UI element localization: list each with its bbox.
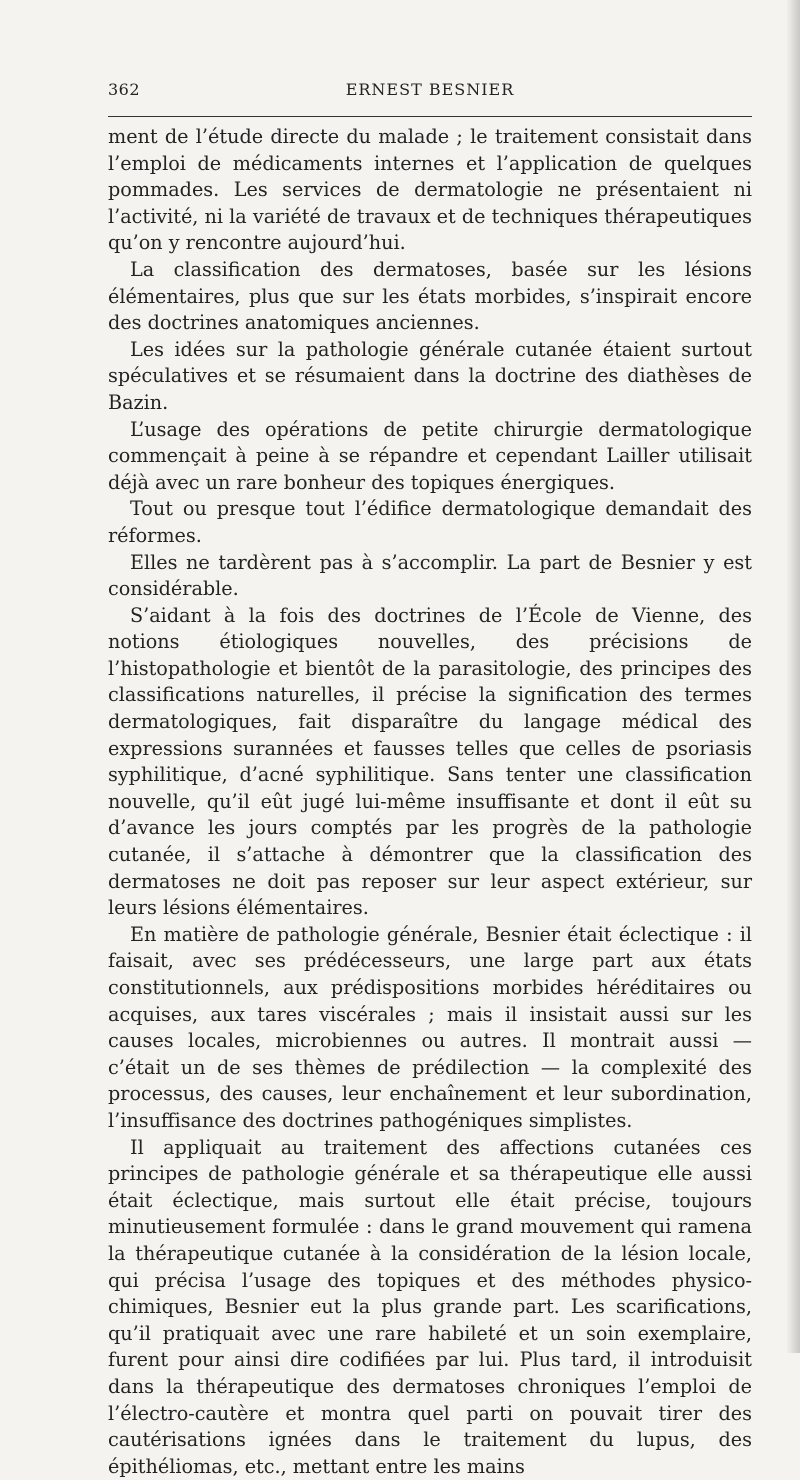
paragraph-8: En matière de pathologie générale, Besnier était éclectique : il faisait, avec ses prédécesseurs, une large part aux états constitutionnels, aux prédispositions morbides héréditaires ou acquises, aux tares viscérales ; mais il insistait aussi sur les causes locales, microbiennes ou autres. Il montrait aussi — c’était un de ses thèmes de prédilection — la complexité des processus, des causes, leur enchaînement et leur subordination, l’insuffisance des doctrines pathogéniques simplistes.: [108, 922, 752, 1132]
page-header: [108, 80, 752, 104]
paragraph-6: Elles ne tardèrent pas à s’accomplir. La part de Besnier y est considérable.: [108, 550, 752, 601]
page-edge-shadow: [786, 0, 800, 1353]
body-text: [108, 124, 752, 1480]
paragraph-9: Il appliquait au traitement des affections cutanées ces principes de pathologie générale et sa thérapeutique elle aussi était éclectique, mais surtout elle était précise, toujours minutieusement formulée : dans le grand mouvement qui ramena la thérapeutique cutanée à la considération de la lésion locale, qui précisa l’usage des topiques et des méthodes physico-chimiques, Besnier eut la plus grande part. Les scarifications, qu’il pratiquait avec une rare habileté et un soin exemplaire, furent pour ainsi dire codifiées par lui. Plus tard, il introduisit dans la thérapeutique des dermatoses chroniques l’emploi de l’électro-cautère et montra quel parti on pouvait tirer des cautérisations ignées dans le traitement du lupus, des épithéliomas, etc., mettant entre les mains: [108, 1135, 752, 1478]
paragraph-4: L’usage des opérations de petite chirurgie dermatologique commençait à peine à se répandre et cependant Lailler utilisait déjà avec un rare bonheur des topiques énergiques.: [108, 417, 752, 494]
paragraph-5: Tout ou presque tout l’édifice dermatologique demandait des réformes.: [108, 497, 752, 547]
running-title: ERNEST BESNIER: [345, 80, 515, 99]
page-number: 362: [108, 80, 141, 99]
paragraph-7: S’aidant à la fois des doctrines de l’École de Vienne, des notions étiologiques nouvelles, des précisions de l’histopathologie et bientôt de la parasitologie, des principes des classifications naturelles, il précise la signification des termes dermatologiques, fait disparaître du langage médical des expressions surannées et fausses telles que celles de psoriasis syphilitique, d’acné syphilitique. Sans tenter une classification nouvelle, qu’il eût jugé lui-même insuffisante et dont il eût su d’avance les jours comptés par les progrès de la pathologie cutanée, il s’attache à démontrer que la classification des dermatoses ne doit pas reposer sur leur aspect extérieur, sur leurs lésions élémentaires.: [108, 603, 752, 920]
header-rule: [108, 116, 752, 117]
paragraph-3: Les idées sur la pathologie générale cutanée étaient surtout spéculatives et se résumaient dans la doctrine des diathèses de Bazin.: [108, 337, 752, 414]
paragraph-2: La classification des dermatoses, basée sur les lésions élémentaires, plus que sur les états morbides, s’inspirait encore des doctrines anatomiques anciennes.: [108, 257, 752, 335]
paragraph-1: ment de l’étude directe du malade ; le traitement consistait dans l’emploi de médicaments internes et l’application de quelques pommades. Les services de dermatologie ne présentaient ni l’activité, ni la variété de travaux et de techniques thérapeutiques qu’on y rencontre aujourd’hui.: [108, 125, 752, 255]
